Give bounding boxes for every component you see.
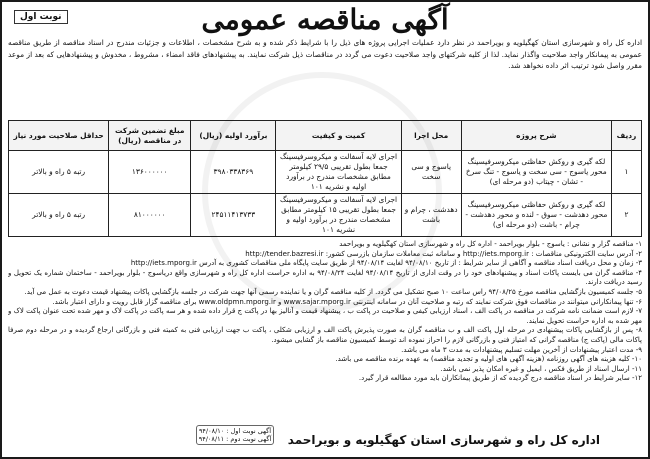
header-estimate: برآورد اولیه (ریال) <box>191 121 276 151</box>
organization-name: اداره کل راه و شهرسازی استان کهگیلویه و بویراحمد <box>287 433 600 447</box>
header-guarantee: مبلغ تضمین شرکت در مناقصه (ریال) <box>109 121 191 151</box>
conditions-list <box>8 240 642 385</box>
cell-qualification: رتبه ۵ راه و بالاتر <box>9 151 109 194</box>
cell-project: لکه گیری و روکش حفاظتی میکروسرفیسینگ محور یاسوج - سی سخت و یاسوج - تنگ سرخ - تشان - چیتاب (دو مرحله ای) <box>461 151 611 194</box>
stamp-line-first: آگهی نوبت اول : ۹۴/۰۸/۱۰ <box>198 427 272 435</box>
stamp-line-second: آگهی نوبت دوم : ۹۴/۰۸/۱۱ <box>198 435 272 443</box>
condition-item: ۱- مناقصه گزار و نشانی : یاسوج - بلوار بویراحمد - اداره کل راه و شهرسازی استان کهگیلویه و بویراحمد <box>339 240 642 248</box>
cell-project: لکه گیری و روکش حفاظتی میکروسرفیسینگ محور دهدشت - سوق - لنده و محور دهدشت - چرام - باشت (دو مرحله ای) <box>461 194 611 237</box>
projects-table <box>8 120 642 237</box>
cell-guarantee: ۱۳۶۰۰۰۰۰۰ <box>109 151 191 194</box>
cell-estimate: ۳۹۸۰۳۳۸۳۶۹ <box>191 151 276 194</box>
condition-item: ۷- لازم است ضمانت نامه شرکت در مناقصه در پاکت الف ، اسناد ارزیابی کیفی و صلاحیت در پاکت ب ، پیشنهاد قیمت و آنالیز بها در پاکت ج قرار داده شده و هر سه پاکت در پاکت لاک و مهر شده تحت عنوان پاکت لاک و مهر شده به اداره حراست تحویل نمایند. <box>8 307 642 325</box>
table-header-row <box>9 121 642 151</box>
condition-item: ۸- پس از بازگشایی پاکات پیشنهادی در مرحله اول پاکت الف و ب مناقصه گران به صورت پذیرش پاکت الف و ارزیابی شکلی ، پاکت ب جهت ارزیابی فنی به کمیته فنی و بازرگانی ارجاع گردیده و در مرحله دوم صرفا پاکات مالی (پاکت ج) مناقصه گرانی که امتیاز فنی و بازرگانی لازم را احراز نموده اند توسط کمیسیون مناقصه باز گشایی میشود. <box>8 326 642 344</box>
publication-stamp <box>196 425 274 445</box>
cell-row-number: ۱ <box>611 151 641 194</box>
header-quality: کمیت و کیفیت <box>276 121 401 151</box>
condition-item: ۶- تنها پیمانکارانی میتوانند در مناقصات فوق شرکت نمایند که رتبه و صلاحیت آنان در سامانه اینترنتی www.sajar.mporg.ir و www.oldpmn.mporg.ir برای مناقصه گزار قابل رویت و دارای اعتبار باشد. <box>52 297 642 306</box>
header-row-number: ردیف <box>611 121 641 151</box>
cell-row-number: ۲ <box>611 194 641 237</box>
intro-paragraph: اداره کل راه و شهرسازی استان کهگیلویه و بویراحمد در نظر دارد عملیات اجرایی پروژه های ذیل را با شرایط ذکر شده و به شرح مشخصات ، اطلاعات و جزئیات مندرج در اسناد مناقصه از طریق مناقصه عمومی به پیمانکار واجد صلاحیت واگذار نماید. لذا از کلیه شرکتهای واجد صلاحیت دعوت می گردد در مناقصات ذیل شرکت نمایند. به پیشنهادهای فاقد امضاء ، مشروط ، مخدوش و پیشنهادهایی که بعد از موعد مقرر واصل شود ترتیب اثر داده نخواهد شد. <box>8 38 642 70</box>
header-location: محل اجرا <box>401 121 461 151</box>
cell-guarantee: ۸۱۰۰۰۰۰۰ <box>109 194 191 237</box>
table-row <box>9 194 642 237</box>
condition-item: ۵- جلسه کمیسیون بازگشایی مناقصه مورخ ۹۴/۰۸/۲۵ راس ساعت ۱۰ صبح تشکیل می گردد. از کلیه مناقصه گران و یا نماینده رسمی آنها جهت شرکت در جلسه بازگشایی پاکات پیشنهاد قیمت دعوت به عمل می آید. <box>24 287 642 296</box>
condition-item: ۱۲- سایر شرایط در اسناد مناقصه درج گردیده که از طریق پیمانکاران باید مورد مطالعه قرار گیرد. <box>358 374 642 383</box>
condition-item: ۹- مدت اعتبار پیشنهادات از آخرین مهلت تسلیم پیشنهادات به مدت ۳ ماه می باشد. <box>401 345 642 354</box>
notice-header <box>8 4 642 36</box>
round-badge: نوبت اول <box>14 10 68 24</box>
cell-estimate: ۲۴۵۱۱۴۱۳۷۳۳ <box>191 194 276 237</box>
cell-quality: اجرای لایه آسفالت و میکروسرفیسینگ جمعا بطول تقریبی ۲۹/۵ کیلومتر مطابق مشخصات مندرج در برآورد اولیه و نشریه ۱۰۱ <box>276 151 401 194</box>
notice-title: آگهی مناقصه عمومی <box>201 3 449 36</box>
condition-item: ۱۱- ارسال اسناد از طریق فکس ، ایمیل و غیره امکان پذیر نمی باشد. <box>440 364 642 373</box>
table-row <box>9 151 642 194</box>
condition-item: ۲- آدرس سایت الکترونیکی مناقصات : http://iets.mporg.ir و سامانه ثبت معاملات سازمان بازرسی کشور: http://tender.bazresi.ir <box>245 249 642 258</box>
condition-item: ۴- مناقصه گران می بایست پاکات اسناد و پیشنهادهای خود را در وقت اداری از تاریخ ۹۴/۰۸/۱۴ لغایت ۹۴/۰۸/۲۴ به اداره حراست اداره کل راه و شهرسازی واقع دریاسوج - بلوار بویراحمد - ساختمان شماره یک تحویل و رسید دریافت دارند. <box>8 268 642 287</box>
header-qualification: حداقل صلاحیت مورد نیاز <box>9 121 109 151</box>
cell-location: یاسوج و سی سخت <box>401 151 461 194</box>
header-project: شرح پروژه <box>461 121 611 151</box>
condition-item: ۱۰- کلیه هزینه های آگهی روزنامه (هزینه آگهی های اولیه و تجدید مناقصه) به عهده برنده مناقصه می باشد. <box>335 355 642 364</box>
cell-qualification: رتبه ۵ راه و بالاتر <box>9 194 109 237</box>
cell-location: دهدشت ، چرام و باشت <box>401 194 461 237</box>
notice-footer <box>10 427 640 453</box>
cell-quality: اجرای لایه آسفالت و میکروسرفیسینگ جمعا بطول تقریبی ۱۵ کیلومتر مطابق مشخصات مندرج در برآورد اولیه و نشریه ۱۰۱ <box>276 194 401 237</box>
condition-item: ۳- زمان و محل دریافت اسناد مناقصه و آگاهی از سایر شرایط : از تاریخ ۹۴/۰۸/۱۰ لغایت ۹۴/۰۸/۱۴ از طریق سایت پایگاه ملی مناقصات کشوری به آدرس http://iets.mporg.ir <box>130 259 642 268</box>
